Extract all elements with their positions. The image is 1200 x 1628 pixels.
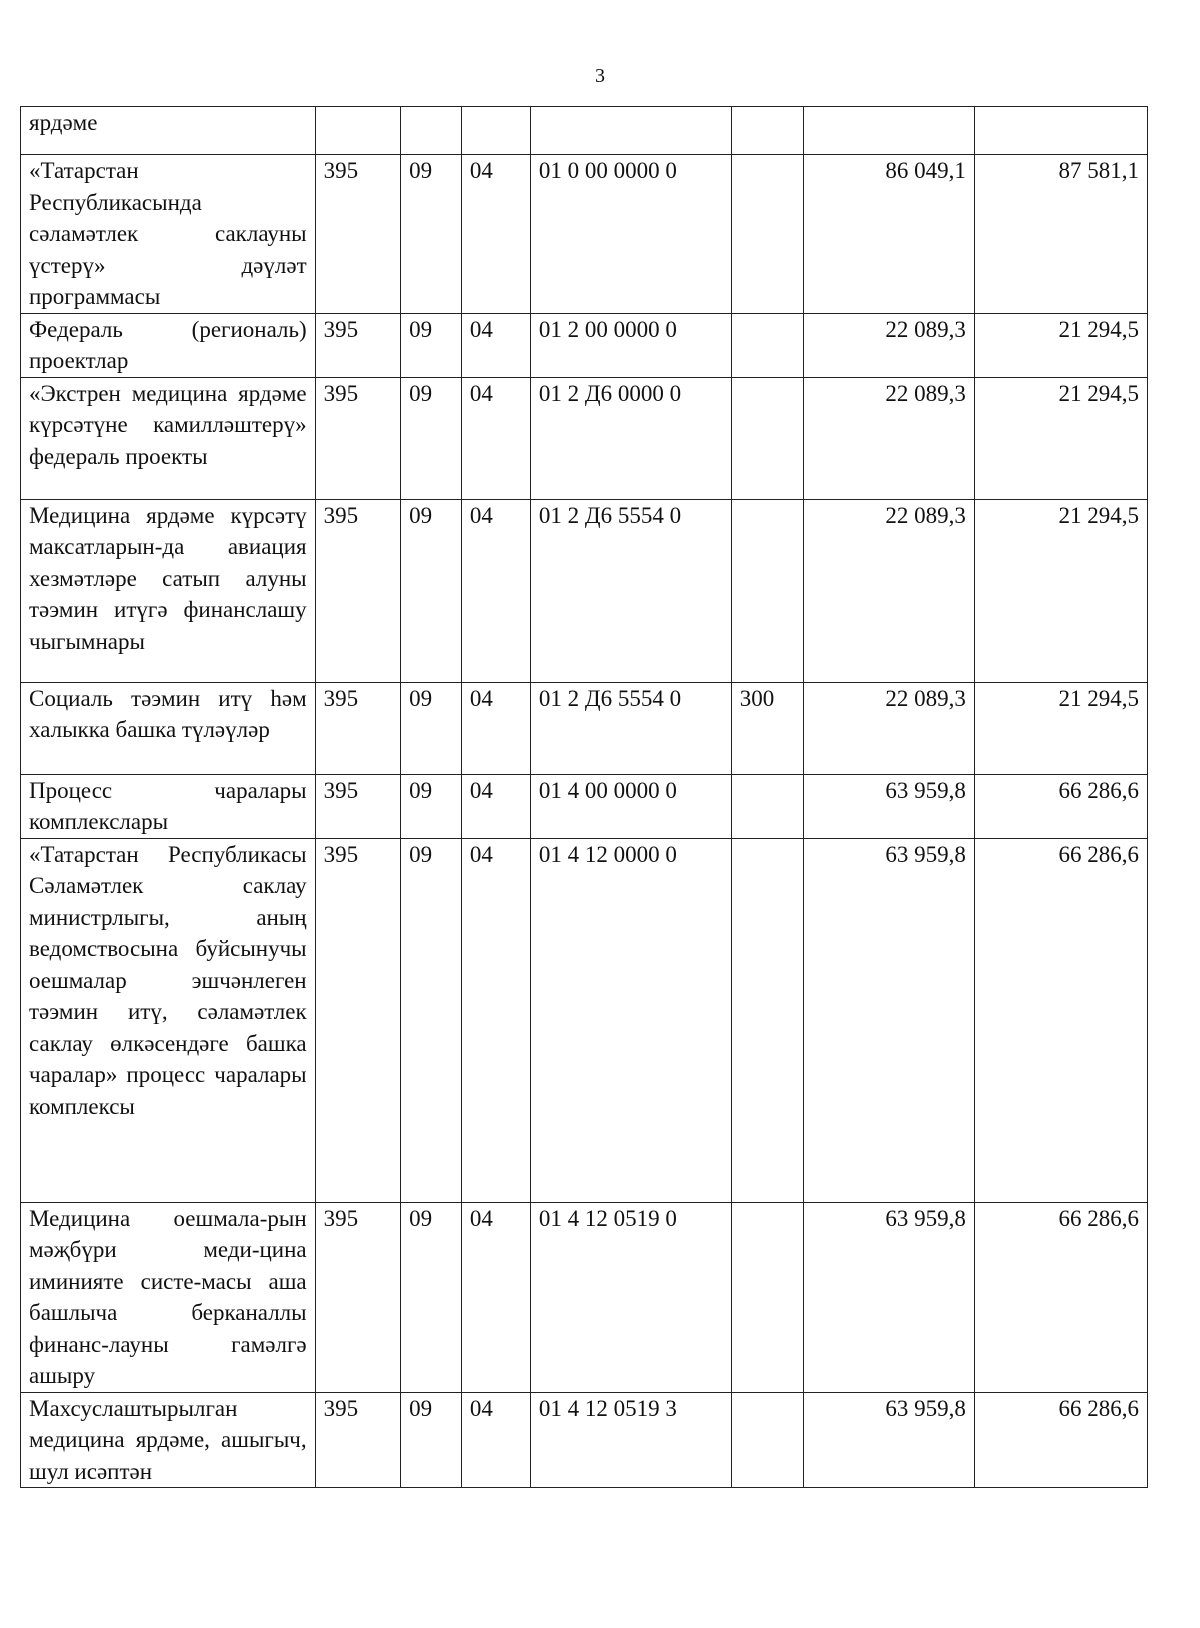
section-code-cell: 09 [401,377,462,499]
ministry-code-cell: 395 [315,1202,401,1392]
target-article-cell: 01 2 Д6 5554 0 [530,682,731,774]
expense-type-cell [731,499,803,682]
section-code-cell [401,107,462,155]
subsection-code-cell: 04 [461,377,530,499]
target-article-cell: 01 2 Д6 5554 0 [530,499,731,682]
amount-year-2-cell: 66 286,6 [974,1202,1147,1392]
table-row [21,499,1148,682]
subsection-code-cell: 04 [461,155,530,314]
target-article-cell [530,107,731,155]
ministry-code-cell: 395 [315,313,401,377]
amount-year-2-cell [974,107,1147,155]
expense-type-cell [731,313,803,377]
section-code-cell: 09 [401,838,462,1202]
subsection-code-cell [461,107,530,155]
amount-year-1-cell: 63 959,8 [803,1202,974,1392]
section-code-cell: 09 [401,682,462,774]
budget-table [20,106,1148,1488]
row-name-cell: «Татарстан Республикасы Сәламәтлек саклау министрлыгы, аның ведомствосына буйсынучы оешмалар эшчәнлеген тәэмин итү, сәламәтлек саклау өлкәсендәге башка чаралар» процесс чаралары комплексы [21,838,316,1202]
row-name-cell: Социаль тәэмин итү һәм халыкка башка түләүләр [21,682,316,774]
amount-year-2-cell: 21 294,5 [974,377,1147,499]
expense-type-cell [731,1392,803,1488]
row-name-cell: «Татарстан Республикасында сәламәтлек саклауны үстерү» дәүләт программасы [21,155,316,314]
row-name-cell: «Экстрен медицина ярдәме күрсәтүне камилләштерү» федераль проекты [21,377,316,499]
subsection-code-cell: 04 [461,682,530,774]
expense-type-cell [731,838,803,1202]
ministry-code-cell: 395 [315,838,401,1202]
table-row [21,838,1148,1202]
table-row [21,155,1148,314]
target-article-cell: 01 2 00 0000 0 [530,313,731,377]
amount-year-1-cell: 22 089,3 [803,377,974,499]
ministry-code-cell: 395 [315,774,401,838]
amount-year-2-cell: 21 294,5 [974,682,1147,774]
target-article-cell: 01 4 12 0000 0 [530,838,731,1202]
ministry-code-cell: 395 [315,377,401,499]
subsection-code-cell: 04 [461,313,530,377]
target-article-cell: 01 0 00 0000 0 [530,155,731,314]
expense-type-cell [731,107,803,155]
table-row [21,1392,1148,1488]
table-body [21,107,1148,1488]
page-number: 3 [595,65,605,87]
amount-year-1-cell [803,107,974,155]
subsection-code-cell: 04 [461,838,530,1202]
target-article-cell: 01 2 Д6 0000 0 [530,377,731,499]
row-name-cell: Медицина оешмала-рын мәҗбүри меди-цина иминияте систе-масы аша башлыча берканаллы финанс-лауны гамәлгә ашыру [21,1202,316,1392]
ministry-code-cell: 395 [315,155,401,314]
amount-year-2-cell: 87 581,1 [974,155,1147,314]
section-code-cell: 09 [401,774,462,838]
amount-year-1-cell: 22 089,3 [803,682,974,774]
ministry-code-cell: 395 [315,682,401,774]
table-row [21,107,1148,155]
amount-year-2-cell: 66 286,6 [974,1392,1147,1488]
subsection-code-cell: 04 [461,499,530,682]
amount-year-1-cell: 22 089,3 [803,313,974,377]
amount-year-1-cell: 63 959,8 [803,774,974,838]
expense-type-cell: 300 [731,682,803,774]
amount-year-2-cell: 21 294,5 [974,313,1147,377]
table-row [21,682,1148,774]
amount-year-2-cell: 66 286,6 [974,774,1147,838]
expense-type-cell [731,1202,803,1392]
expense-type-cell [731,155,803,314]
amount-year-1-cell: 22 089,3 [803,499,974,682]
amount-year-1-cell: 86 049,1 [803,155,974,314]
expense-type-cell [731,377,803,499]
amount-year-2-cell: 66 286,6 [974,838,1147,1202]
expense-type-cell [731,774,803,838]
row-name-cell: Медицина ярдәме күрсәтү максатларын-да авиация хезмәтләре сатып алуны тәэмин итүгә финанслашу чыгымнары [21,499,316,682]
table-row [21,313,1148,377]
subsection-code-cell: 04 [461,1202,530,1392]
subsection-code-cell: 04 [461,774,530,838]
table-row [21,774,1148,838]
amount-year-1-cell: 63 959,8 [803,838,974,1202]
row-name-cell: Федераль (региональ) проектлар [21,313,316,377]
table-row [21,1202,1148,1392]
section-code-cell: 09 [401,155,462,314]
section-code-cell: 09 [401,1202,462,1392]
section-code-cell: 09 [401,1392,462,1488]
ministry-code-cell: 395 [315,1392,401,1488]
row-name-cell: ярдәме [21,107,316,155]
row-name-cell: Махсуслаштырылган медицина ярдәме, ашыгыч, шул исәптән [21,1392,316,1488]
subsection-code-cell: 04 [461,1392,530,1488]
row-name-cell: Процесс чаралары комплекслары [21,774,316,838]
table-row [21,377,1148,499]
amount-year-2-cell: 21 294,5 [974,499,1147,682]
ministry-code-cell [315,107,401,155]
target-article-cell: 01 4 12 0519 3 [530,1392,731,1488]
section-code-cell: 09 [401,499,462,682]
amount-year-1-cell: 63 959,8 [803,1392,974,1488]
ministry-code-cell: 395 [315,499,401,682]
target-article-cell: 01 4 12 0519 0 [530,1202,731,1392]
target-article-cell: 01 4 00 0000 0 [530,774,731,838]
section-code-cell: 09 [401,313,462,377]
